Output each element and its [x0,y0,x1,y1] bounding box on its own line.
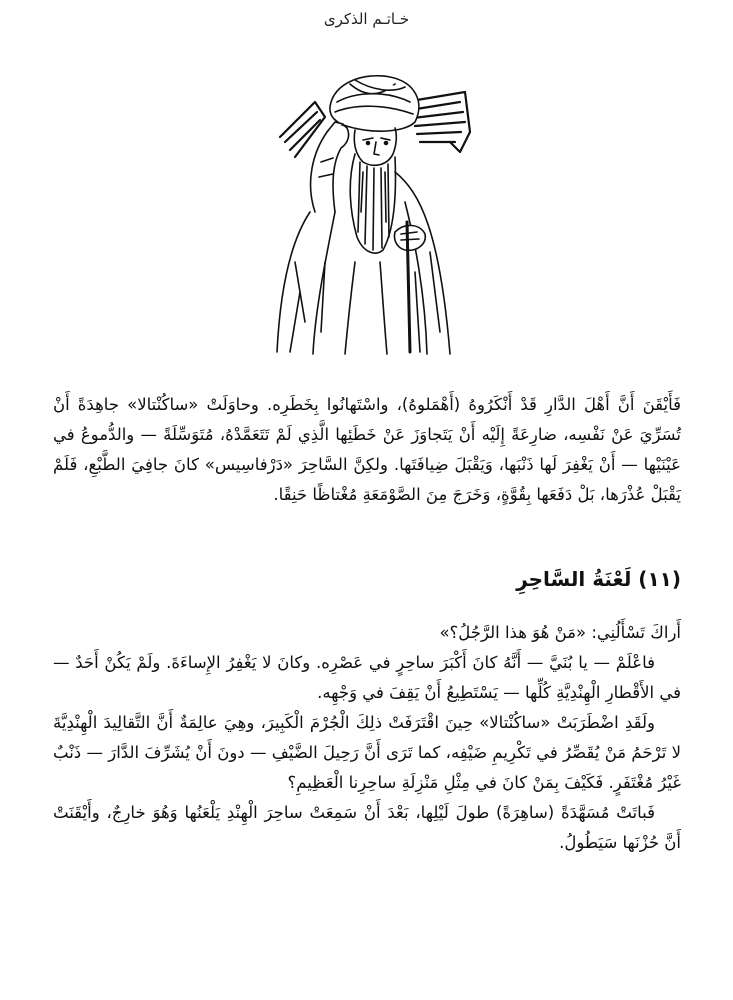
section-body [53,618,681,858]
robe [277,172,450,354]
face [354,128,396,165]
turban [330,76,419,131]
running-header: خـاتـم الذكرى [323,10,410,28]
paragraph-sorcerer-intro: فاعْلَمْ — يا بُنَيَّ — أَنَّهُ كانَ أَكْبَرَ ساحِرٍ في عَصْرِه. وكانَ لا يَغْفِرُ الإِساءَةَ. ولَمْ يَكُنْ أَحَدٌ — في الأَقْطارِ الْهِنْدِيَّةِ كُلِّها — يَسْتَطِيعُ أَنْ يَقِفَ في وَجْهِه. [53,653,681,702]
beard [350,154,395,253]
old-man-turban-illustration [255,62,480,360]
section-heading: (١١) لَعْنَةُ السَّاحِرِ [516,567,681,591]
paragraph-sleepless-night: فَباتَتْ مُسَهَّدَةً (ساهِرَةً) طولَ لَيْلِها، بَعْدَ أَنْ سَمِعَتْ ساحِرَ الْهِنْدِ يَلْعَنُها وَهُوَ خارِجٌ، وأَيْقَنَتْ أَنَّ حُزْنَها سَيَطُولُ. [53,803,681,852]
paragraph-sakuntala-worry: ولَقَدِ اضْطَرَبَتْ «ساكُنْتالا» حِينَ اقْتَرَفَتْ ذلِكَ الْجُرْمَ الْكَبِيرَ، وهِيَ عالِمَةٌ أَنَّ التَّقالِيدَ الْهِنْدِيَّةَ لا تَرْحَمُ مَنْ يُقَصِّرُ في تَكْرِيمِ ضَيْفِه، كما تَرَى أَنَّ رَحِيلَ الضَّيْفِ — دونَ أَنْ يُشَرِّفَ الدَّارَ — ذَنْبٌ غَيْرُ مُغْتَفَرٍ. فَكَيْفَ بِمَنْ كانَ في مِثْلِ مَنْزِلَةِ ساحِرِنا الْعَظِيمِ؟ [53,713,681,792]
narrative-paragraph: فَأَيْقَنَ أَنَّ أَهْلَ الدَّارِ قَدْ أَنْكَرُوهُ (أَهْمَلوهُ)، واسْتَهانُوا بِخَطَرِه. وحاوَلَتْ «ساكُنْتالا» جاهِدَةً أَنْ تُسَرِّيَ عَنْ نَفْسِه، ضارِعَةً إِلَيْه أَنْ يَتَجاوَزَ عَنْ خَطَئِها الَّذِي لَمْ تَتَعَمَّدْهُ، مُتَوَسِّلَةً — والدُّموعُ في عَيْنَيْها — أَنْ يَغْفِرَ لَها ذَنْبَها، وَيَقْبَلَ ضِيافَتَها. ولكِنَّ السَّاحِرَ «دَرْفاسِيس» كانَ جافِيَ الطَّبْعِ، فَلَمْ يَقْبَلْ عُذْرَها، بَلْ دَفَعَها بِقُوَّةٍ، وَخَرَجَ مِنَ الصَّوْمَعَةِ مُغْتاظًا حَنِقًا. [53,395,681,504]
paragraph-question: أَراكَ تَسْأَلُنِي: «مَنْ هُوَ هذا الرَّجُلُ؟» [439,623,681,642]
raised-arm [311,122,349,212]
